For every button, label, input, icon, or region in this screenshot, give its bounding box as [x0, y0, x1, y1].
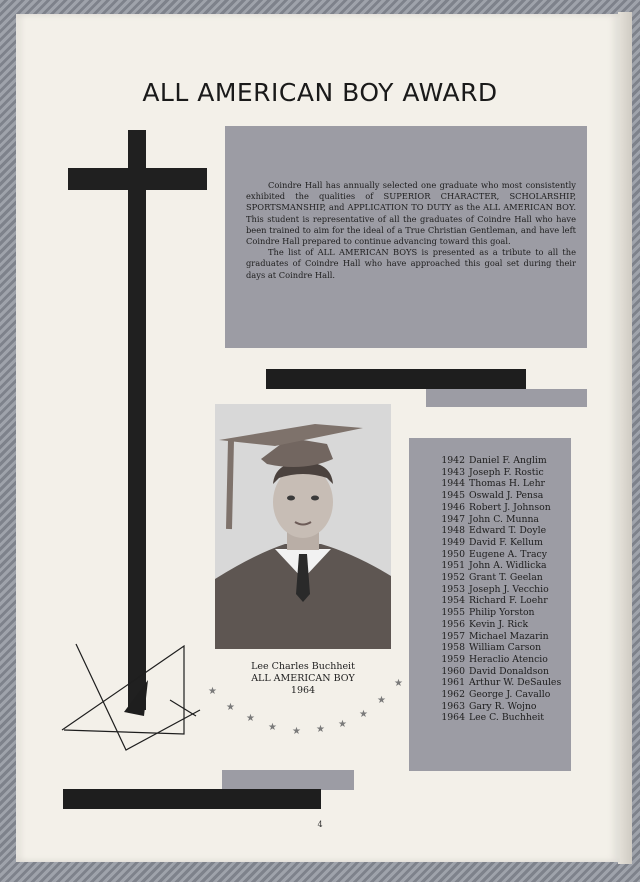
star-arc: [200, 670, 420, 740]
decorative-gray-bar: [222, 770, 354, 790]
winner-name: Thomas H. Lehr: [469, 478, 545, 490]
cross-horizontal-bar: [68, 168, 207, 190]
winner-year: 1946: [441, 501, 465, 513]
winner-name: Heraclio Atencio: [469, 653, 548, 665]
winner-name: David F. Kellum: [469, 536, 543, 548]
star-icon: ★: [292, 726, 301, 737]
intro-paragraph-2: The list of ALL AMERICAN BOYS is presented as a tribute to all the graduates of Coindre Hall who have approached this goal set during their days at Coindre Hall.: [246, 247, 576, 280]
winner-row: [438, 631, 568, 643]
winner-year: 1956: [441, 618, 465, 630]
winner-row: [438, 701, 568, 713]
winner-row: [438, 549, 568, 561]
page-edge: [618, 12, 632, 864]
winner-row: [438, 560, 568, 572]
star-icon: ★: [268, 722, 277, 733]
winner-row: [438, 572, 568, 584]
winner-row: [438, 525, 568, 537]
winner-name: William Carson: [469, 642, 542, 654]
winner-row: [438, 502, 568, 514]
caption-award: ALL AMERICAN BOY: [251, 673, 355, 684]
winner-name: Grant T. Geelan: [469, 572, 543, 584]
winner-year: 1954: [441, 595, 465, 607]
winner-row: [438, 584, 568, 596]
star-icon: ★: [394, 678, 403, 689]
winner-name: Kevin J. Rick: [469, 618, 529, 630]
winner-row: [438, 490, 568, 502]
winner-year: 1964: [441, 712, 465, 724]
winner-year: 1950: [441, 548, 465, 560]
winner-name: Philip Yorston: [469, 607, 535, 619]
winner-row: [438, 712, 568, 724]
winner-row: [438, 607, 568, 619]
winner-row: [438, 689, 568, 701]
winner-year: 1949: [441, 536, 465, 548]
winner-name: Michael Mazarin: [469, 630, 549, 642]
star-icon: ★: [338, 719, 347, 730]
star-icon: ★: [377, 695, 386, 706]
page-number: 4: [317, 820, 323, 829]
winner-year: 1963: [441, 700, 465, 712]
winner-row: [438, 467, 568, 479]
winner-row: [438, 478, 568, 490]
winner-year: 1958: [441, 642, 465, 654]
winner-year: 1948: [441, 525, 465, 537]
winner-year: 1944: [441, 478, 465, 490]
winner-year: 1953: [441, 583, 465, 595]
page-title: ALL AMERICAN BOY AWARD: [142, 78, 498, 107]
winner-name: Joseph F. Rostic: [469, 466, 544, 478]
caption-name: Lee Charles Buchheit: [251, 661, 355, 672]
winner-year: 1947: [441, 513, 465, 525]
winner-row: [438, 455, 568, 467]
winner-row: [438, 619, 568, 631]
winner-row: [438, 514, 568, 526]
winner-year: 1959: [441, 653, 465, 665]
winner-row: [438, 642, 568, 654]
winner-name: Oswald J. Pensa: [469, 490, 544, 502]
star-icon: ★: [208, 686, 217, 697]
winner-name: Robert J. Johnson: [469, 501, 551, 513]
winner-row: [438, 537, 568, 549]
winner-row: [438, 666, 568, 678]
winner-year: 1952: [441, 572, 465, 584]
star-icon: ★: [246, 713, 255, 724]
winner-year: 1960: [441, 665, 465, 677]
winner-name: Joseph J. Vecchio: [469, 583, 549, 595]
intro-paragraph-1: Coindre Hall has annually selected one graduate who most consistently exhibited the qualities of SUPERIOR CHARACTER, SCHOLARSHIP, SPORTSMANSHIP, and APPLICATION TO DUTY as the ALL AMERICAN BOY. This student is representative of all the graduates of Coindre Hall who have been trained to aim for the ideal of a True Christian Gentleman, and have left Coindre Hall prepared to continue advancing toward this goal.: [246, 180, 576, 247]
winner-name: Daniel F. Anglim: [469, 455, 547, 466]
winner-name: John C. Munna: [469, 513, 539, 525]
decorative-black-bar: [266, 369, 526, 389]
winner-year: 1943: [441, 466, 465, 478]
winner-name: Arthur W. DeSaules: [469, 677, 562, 689]
star-icon: ★: [359, 709, 368, 720]
decorative-gray-bar: [426, 389, 587, 407]
winner-name: Richard F. Loehr: [469, 595, 548, 607]
decorative-black-bar: [63, 789, 321, 809]
winner-name: Gary R. Wojno: [469, 700, 537, 712]
winner-name: Lee C. Buchheit: [469, 712, 545, 724]
winner-row: [438, 595, 568, 607]
winner-name: Eugene A. Tracy: [469, 548, 547, 560]
winner-year: 1955: [441, 607, 465, 619]
winner-name: David Donaldson: [469, 665, 549, 677]
portrait-illustration: [215, 404, 391, 649]
winner-year: 1957: [441, 630, 465, 642]
winner-year: 1961: [441, 677, 465, 689]
cross-vertical-bar: [128, 130, 146, 710]
intro-text: [246, 180, 576, 281]
winners-list: [438, 455, 568, 724]
graduate-portrait-photo: [215, 404, 391, 649]
winner-row: [438, 677, 568, 689]
winner-row: [438, 654, 568, 666]
decorative-line-shapes: [60, 640, 210, 760]
winner-year: 1942: [441, 455, 465, 466]
winner-year: 1945: [441, 490, 465, 502]
caption-year: 1964: [290, 685, 316, 696]
star-icon: ★: [226, 702, 235, 713]
winner-name: John A. Widlicka: [469, 560, 547, 572]
winner-year: 1962: [441, 689, 465, 701]
winner-year: 1951: [441, 560, 465, 572]
star-icon: ★: [316, 724, 325, 735]
winner-name: George J. Cavallo: [469, 689, 551, 701]
winner-name: Edward T. Doyle: [469, 525, 547, 537]
